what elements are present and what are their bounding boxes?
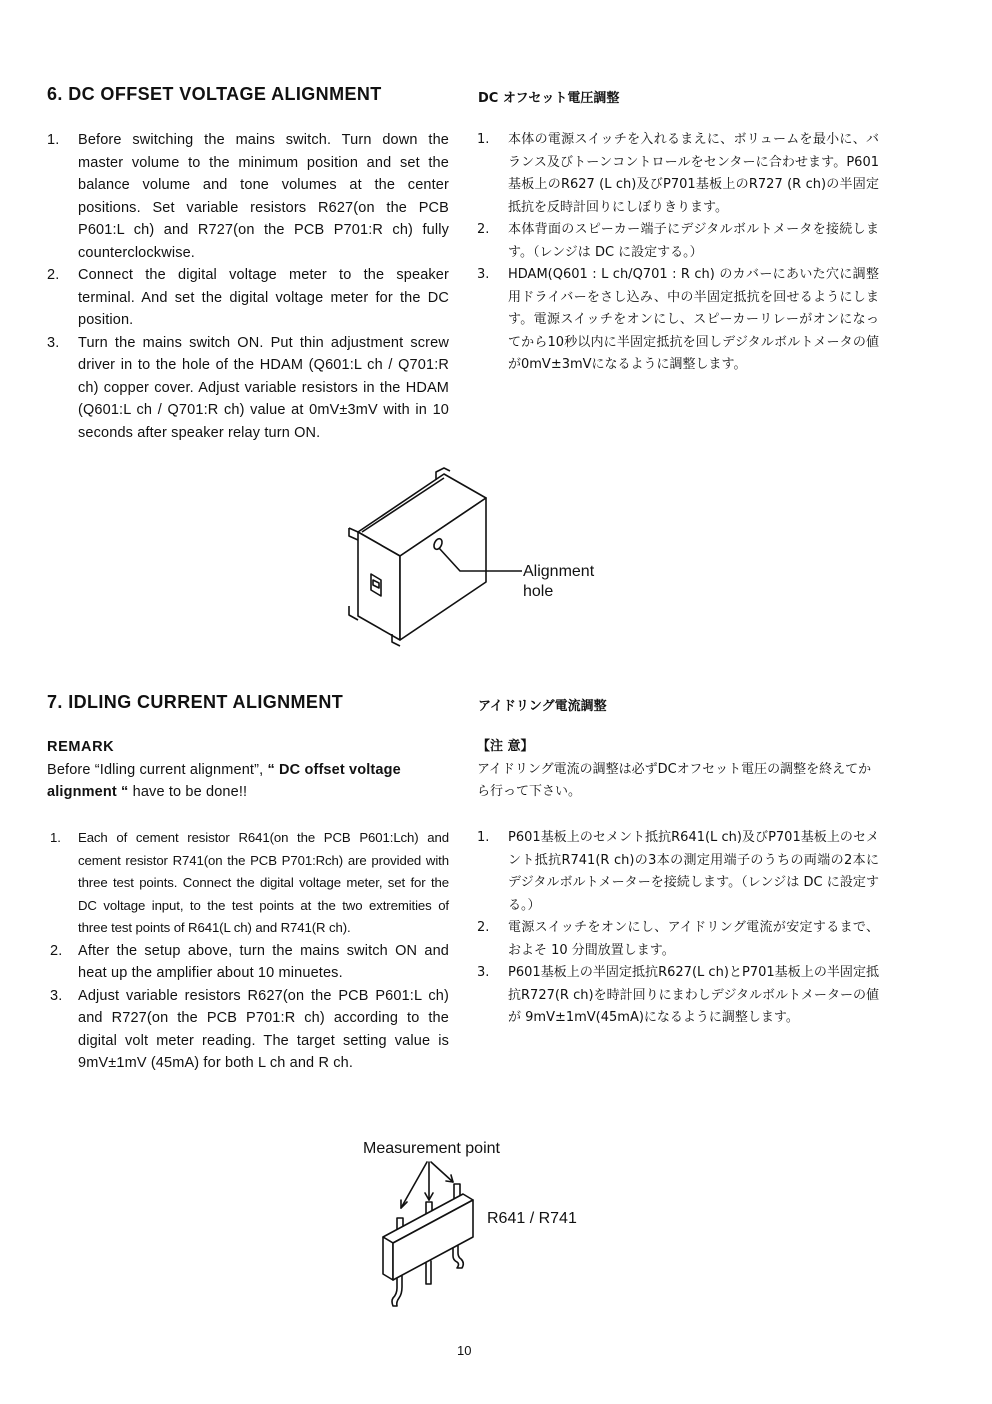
- alignment-hole-label-line1: Alignment: [523, 563, 595, 580]
- resistor-label: R641 / R741: [487, 1210, 577, 1227]
- step-number: 2.: [50, 942, 63, 959]
- step-number: 2.: [477, 920, 490, 935]
- step-number: 1.: [47, 132, 60, 148]
- step-text: P601基板上のセメント抵抗R641(L ch)及びP701基板上のセメント抵抗R741(R ch)の3本の測定用端子のうちの両端の2本にデジタルボルトメーターを接続します。（レンジは DC に設定する。）: [508, 830, 879, 913]
- step-text: Adjust variable resistors R627(on the PCB P601:L ch) and R727(on the PCB P701:R ch) according to the digital volt meter reading. The target setting value is 9mV±1mV (45mA) for both L ch and R ch.: [78, 987, 449, 1071]
- step-text: Connect the digital voltage meter to the speaker terminal. And set the digital voltage meter for the DC position.: [78, 267, 449, 328]
- remark-title-jp: 【注 意】: [477, 739, 534, 754]
- step-text: Before switching the mains switch. Turn down the master volume to the minimum position and set the balance volume and tone volumes at the center positions. Set variable resistors R627(on the PCB P601:L ch) and R727(on the PCB P701:R ch) fully counterclockwise.: [78, 132, 449, 261]
- step-number: 1.: [477, 132, 490, 147]
- list-item: [47, 827, 449, 940]
- step-number: 1.: [50, 830, 61, 845]
- list-item: [477, 962, 879, 1030]
- list-item: [477, 917, 879, 962]
- step-number: 1.: [477, 830, 490, 845]
- remark-en: [47, 736, 449, 804]
- remark-text: [47, 759, 449, 804]
- list-item: [47, 264, 449, 332]
- section6-steps-jp: [477, 129, 879, 377]
- list-item: [47, 985, 449, 1075]
- step-number: 3.: [477, 267, 490, 282]
- list-item: [477, 219, 879, 264]
- cement-resistor-figure: [375, 1160, 485, 1310]
- remark-jp: [477, 736, 879, 804]
- remark-text-post: have to be done!!: [132, 784, 248, 800]
- list-item: [47, 129, 449, 264]
- section7-title: 7. IDLING CURRENT ALIGNMENT: [47, 692, 344, 712]
- step-text: Each of cement resistor R641(on the PCB P601:Lch) and cement resistor R741(on the PCB P701:Rch) are provided with three test points. Connect the digital voltage meter, set for the DC voltage input, to the test points at the two extremities of three test points of R641(L ch) and R741(R ch).: [78, 830, 449, 935]
- step-number: 2.: [47, 267, 60, 283]
- remark-title: REMARK: [47, 739, 115, 755]
- step-text: HDAM(Q601 : L ch/Q701 : R ch) のカバーにあいた穴に調整用ドライバーをさし込み、中の半固定抵抗を回せるようにします。電源スイッチをオンにし、スピーカーリレーがオンになってから10秒以内に半固定抵抗を回しデジタルボルトメータの値が0mV±3mVになるように調整します。: [508, 267, 879, 372]
- remark-text-jp: アイドリング電流の調整は必ずDCオフセット電圧の調整を終えてから行って下さい。: [477, 761, 872, 799]
- step-number: 3.: [50, 987, 63, 1004]
- step-text: 電源スイッチをオンにし、アイドリング電流が安定するまで、およそ 10 分間放置します。: [508, 920, 879, 958]
- remark-text-bold: “ DC offset voltage alignment “: [47, 761, 401, 800]
- list-item: [47, 940, 449, 985]
- section6-title: 6. DC OFFSET VOLTAGE ALIGNMENT: [47, 84, 382, 104]
- list-item: [477, 129, 879, 219]
- section7-steps-en: [47, 827, 449, 1075]
- section6-title-jp: DC オフセット電圧調整: [478, 91, 620, 106]
- step-text: 本体の電源スイッチを入れるまえに、ボリュームを最小に、バランス及びトーンコントロールをセンターに合わせます。P601基板上のR627 (L ch)及びP701基板上のR727 (R ch)の半固定抵抗を反時計回りにしぼりきります。: [508, 132, 879, 215]
- list-item: [477, 264, 879, 377]
- step-text: Turn the mains switch ON. Put thin adjustment screw driver in to the hole of the HDAM (Q601:L ch / Q701:R ch) copper cover. Adjust variable resistors in the HDAM (Q601:L ch / Q701:R ch) value at 0mV±3mV with in 10 seconds after speaker relay turn ON.: [78, 334, 449, 441]
- page-number: 10: [457, 1343, 472, 1358]
- section7-title-jp: アイドリング電流調整: [478, 699, 607, 714]
- remark-text-pre: Before “Idling current alignment”,: [47, 761, 264, 778]
- list-item: [477, 827, 879, 917]
- step-number: 3.: [47, 334, 60, 351]
- section6-steps-en: [47, 129, 449, 444]
- alignment-hole-label-line2: hole: [523, 583, 554, 600]
- section7-steps-jp: [477, 827, 879, 1030]
- measurement-point-label: Measurement point: [363, 1140, 500, 1157]
- step-text: After the setup above, turn the mains switch ON and heat up the amplifier about 10 minuetes.: [78, 942, 449, 981]
- step-text: 本体背面のスピーカー端子にデジタルボルトメータを接続します。（レンジは DC に設定する。）: [508, 222, 879, 260]
- hdam-module-figure: [340, 470, 540, 645]
- list-item: [47, 332, 449, 445]
- step-text: P601基板上の半固定抵抗R627(L ch)とP701基板上の半固定抵抗R727(R ch)を時計回りにまわしデジタルボルトメーターの値が 9mV±1mV(45mA)になるように調整します。: [508, 965, 879, 1025]
- alignment-hole-label: [523, 562, 594, 602]
- step-number: 2.: [477, 222, 490, 237]
- step-number: 3.: [477, 965, 490, 980]
